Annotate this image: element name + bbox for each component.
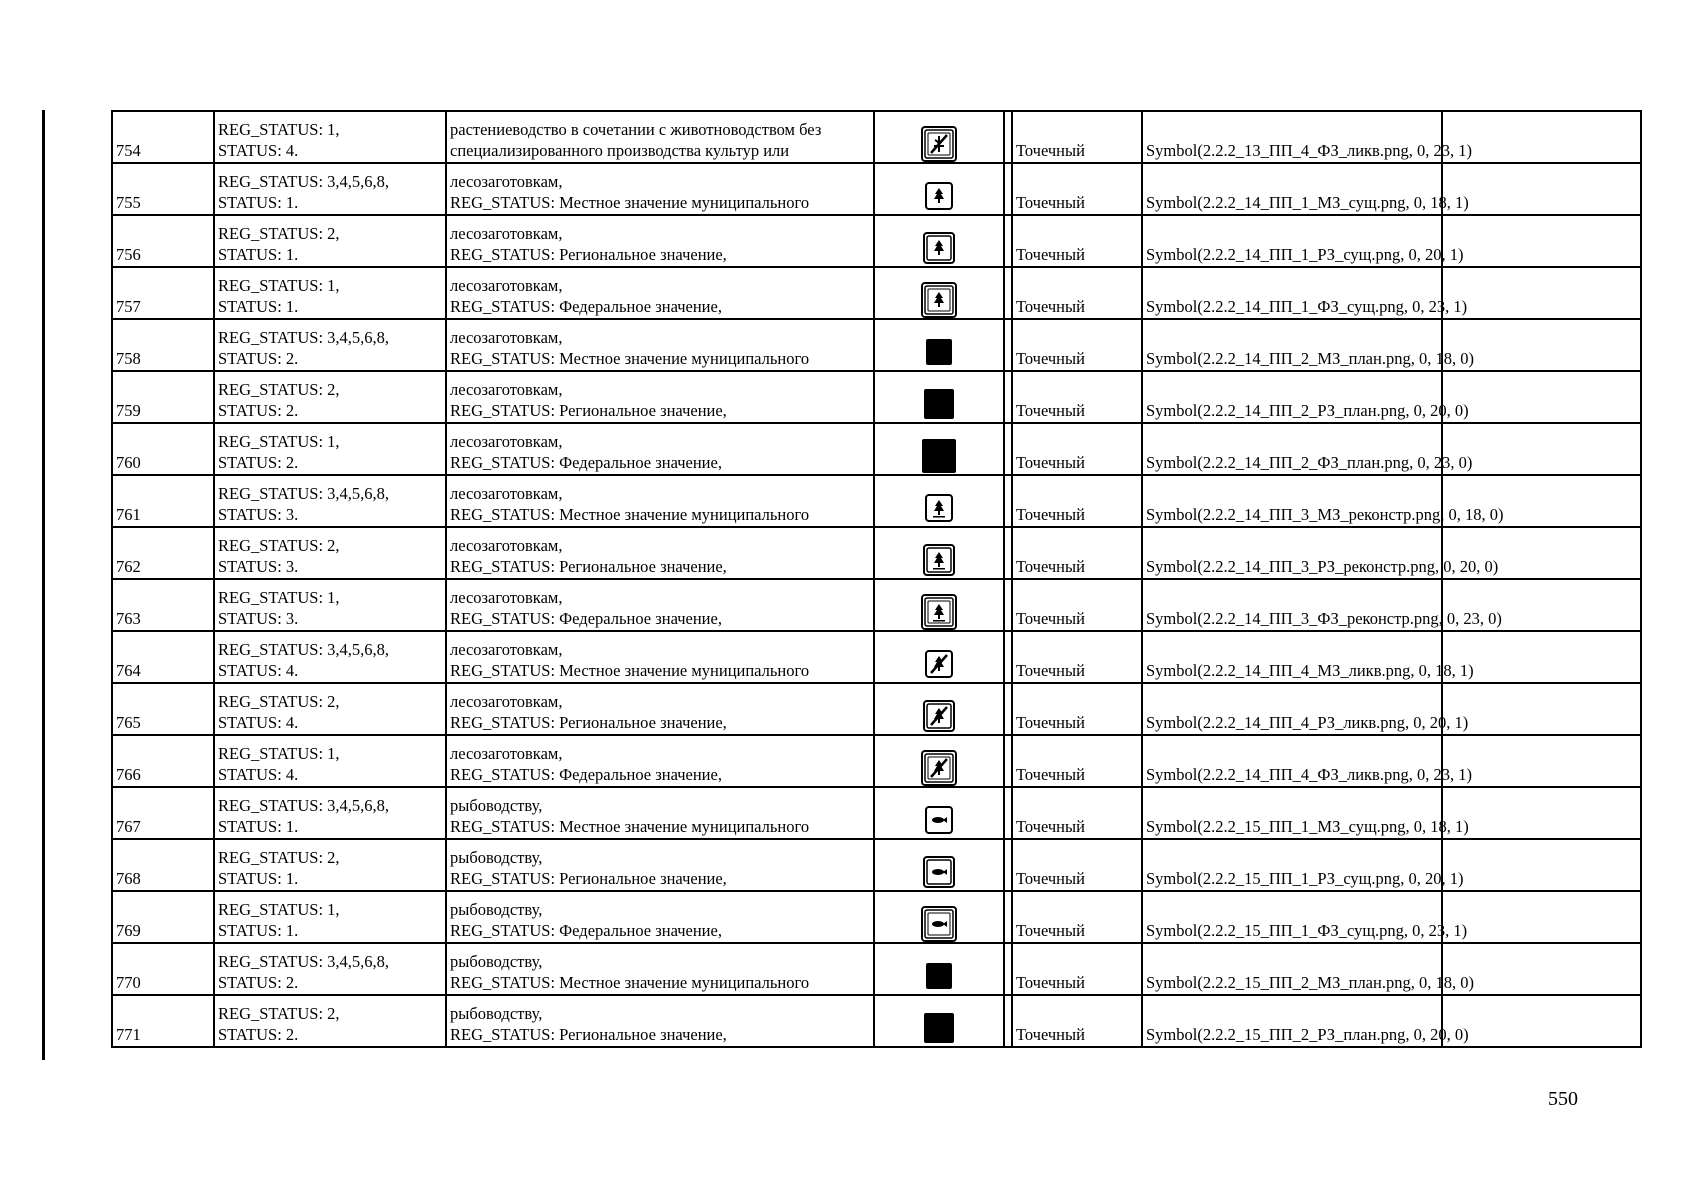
logging-regional-existing-icon [922,231,956,265]
description-line-1: лесозаготовкам, [450,224,563,243]
row-symbol-expression: Symbol(2.2.2_15_ПП_1_МЗ_сущ.png, 0, 18, 1) [1142,787,1442,839]
status-value: STATUS: 1. [218,193,299,212]
row-symbol-expression: Symbol(2.2.2_15_ПП_2_РЗ_план.png, 0, 20, 0) [1142,995,1442,1047]
row-empty-cell [1442,371,1641,423]
table-row [112,423,1641,475]
table-row [112,891,1641,943]
table-row [112,163,1641,215]
reg-status-value: REG_STATUS: 2, [218,1004,340,1023]
description-line-2: REG_STATUS: Региональное значение, [450,557,727,576]
description-line-2: REG_STATUS: Местное значение муниципального [450,817,810,836]
row-status-filter [214,267,446,319]
row-symbol [874,371,1004,423]
logging-federal-planned-icon [922,439,956,473]
row-status-filter [214,735,446,787]
row-symbol-expression: Symbol(2.2.2_14_ПП_4_МЗ_ликв.png, 0, 18, 1) [1142,631,1442,683]
description-line-2: REG_STATUS: Региональное значение, [450,869,727,888]
row-symbol-expression: Symbol(2.2.2_15_ПП_1_РЗ_сущ.png, 0, 20, 1) [1142,839,1442,891]
column-separator [1004,215,1012,267]
row-symbol-expression: Symbol(2.2.2_14_ПП_2_РЗ_план.png, 0, 20, 0) [1142,371,1442,423]
row-status-filter [214,631,446,683]
left-margin-line [42,110,45,1060]
row-geometry-type: Точечный [1012,579,1142,631]
reg-status-value: REG_STATUS: 3,4,5,6,8, [218,796,390,815]
row-status-filter [214,371,446,423]
row-description [446,735,874,787]
fish-farming-federal-existing-icon [922,907,956,941]
row-status-filter [214,839,446,891]
row-symbol-expression: Symbol(2.2.2_13_ПП_4_ФЗ_ликв.png, 0, 23, 1) [1142,111,1442,163]
status-value: STATUS: 1. [218,245,299,264]
fish-farming-local-existing-icon [922,803,956,837]
row-id: 760 [112,423,214,475]
row-geometry-type: Точечный [1012,943,1142,995]
description-line-2: REG_STATUS: Региональное значение, [450,1025,727,1044]
description-line-1: рыбоводству, [450,848,543,867]
row-empty-cell [1442,163,1641,215]
reg-status-value: REG_STATUS: 3,4,5,6,8, [218,640,390,659]
row-id: 768 [112,839,214,891]
row-description [446,267,874,319]
row-status-filter [214,579,446,631]
reg-status-value: REG_STATUS: 2, [218,536,340,555]
status-value: STATUS: 2. [218,973,299,992]
description-line-1: лесозаготовкам, [450,640,563,659]
description-line-1: рыбоводству, [450,796,543,815]
reg-status-value: REG_STATUS: 1, [218,276,340,295]
row-id: 765 [112,683,214,735]
status-value: STATUS: 1. [218,817,299,836]
reg-status-value: REG_STATUS: 1, [218,744,340,763]
description-line-1: лесозаготовкам, [450,484,563,503]
description-line-1: лесозаготовкам, [450,692,563,711]
row-symbol [874,787,1004,839]
description-line-2: REG_STATUS: Местное значение муниципального [450,973,810,992]
row-description [446,371,874,423]
reg-status-value: REG_STATUS: 3,4,5,6,8, [218,952,390,971]
description-line-1: рыбоводству, [450,952,543,971]
crop-livestock-federal-liquidation-icon [922,127,956,161]
column-separator [1004,527,1012,579]
row-description [446,787,874,839]
logging-local-reconstruction-icon [922,491,956,525]
row-symbol [874,475,1004,527]
column-separator [1004,943,1012,995]
row-status-filter [214,163,446,215]
row-empty-cell [1442,267,1641,319]
logging-regional-liquidation-icon [922,699,956,733]
column-separator [1004,683,1012,735]
row-description [446,683,874,735]
description-line-2: REG_STATUS: Федеральное значение, [450,609,722,628]
row-geometry-type: Точечный [1012,683,1142,735]
row-description [446,995,874,1047]
table-row [112,683,1641,735]
row-status-filter [214,891,446,943]
reg-status-value: REG_STATUS: 1, [218,588,340,607]
row-geometry-type: Точечный [1012,631,1142,683]
row-geometry-type: Точечный [1012,891,1142,943]
description-line-2: REG_STATUS: Федеральное значение, [450,765,722,784]
row-id: 756 [112,215,214,267]
reg-status-value: REG_STATUS: 2, [218,380,340,399]
row-status-filter [214,527,446,579]
row-id: 762 [112,527,214,579]
table-row [112,839,1641,891]
row-symbol-expression: Symbol(2.2.2_15_ПП_1_ФЗ_сущ.png, 0, 23, 1) [1142,891,1442,943]
row-symbol-expression: Symbol(2.2.2_14_ПП_3_ФЗ_реконстр.png, 0, 23, 0) [1142,579,1442,631]
description-line-2: REG_STATUS: Федеральное значение, [450,921,722,940]
reg-status-value: REG_STATUS: 3,4,5,6,8, [218,172,390,191]
description-line-2: REG_STATUS: Федеральное значение, [450,453,722,472]
row-status-filter [214,683,446,735]
row-symbol [874,995,1004,1047]
row-symbol-expression: Symbol(2.2.2_14_ПП_1_МЗ_сущ.png, 0, 18, 1) [1142,163,1442,215]
row-description [446,839,874,891]
reg-status-value: REG_STATUS: 1, [218,900,340,919]
status-value: STATUS: 1. [218,869,299,888]
row-status-filter [214,995,446,1047]
row-symbol-expression: Symbol(2.2.2_14_ПП_2_ФЗ_план.png, 0, 23, 0) [1142,423,1442,475]
row-status-filter [214,215,446,267]
row-empty-cell [1442,891,1641,943]
row-id: 754 [112,111,214,163]
column-separator [1004,267,1012,319]
row-description [446,943,874,995]
row-status-filter [214,111,446,163]
row-id: 767 [112,787,214,839]
row-geometry-type: Точечный [1012,995,1142,1047]
status-value: STATUS: 1. [218,297,299,316]
description-line-1: рыбоводству, [450,1004,543,1023]
description-line-2: REG_STATUS: Региональное значение, [450,245,727,264]
description-line-1: лесозаготовкам, [450,172,563,191]
logging-federal-existing-icon [922,283,956,317]
status-value: STATUS: 3. [218,505,299,524]
row-empty-cell [1442,215,1641,267]
row-empty-cell [1442,839,1641,891]
column-separator [1004,111,1012,163]
row-geometry-type: Точечный [1012,371,1142,423]
row-description [446,215,874,267]
reg-status-value: REG_STATUS: 1, [218,120,340,139]
reg-status-value: REG_STATUS: 2, [218,848,340,867]
column-separator [1004,475,1012,527]
row-description [446,111,874,163]
row-symbol [874,423,1004,475]
fish-farming-regional-planned-icon [922,1011,956,1045]
row-description [446,527,874,579]
row-symbol-expression: Symbol(2.2.2_14_ПП_4_РЗ_ликв.png, 0, 20, 1) [1142,683,1442,735]
description-line-1: лесозаготовкам, [450,328,563,347]
row-symbol [874,215,1004,267]
table-row [112,995,1641,1047]
table-row [112,787,1641,839]
table-row [112,371,1641,423]
row-geometry-type: Точечный [1012,111,1142,163]
row-id: 757 [112,267,214,319]
row-id: 769 [112,891,214,943]
logging-federal-reconstruction-icon [922,595,956,629]
row-id: 771 [112,995,214,1047]
status-value: STATUS: 2. [218,1025,299,1044]
row-description [446,163,874,215]
row-empty-cell [1442,787,1641,839]
logging-local-liquidation-icon [922,647,956,681]
row-geometry-type: Точечный [1012,215,1142,267]
reg-status-value: REG_STATUS: 1, [218,432,340,451]
reg-status-value: REG_STATUS: 2, [218,692,340,711]
row-geometry-type: Точечный [1012,787,1142,839]
description-line-1: лесозаготовкам, [450,588,563,607]
column-separator [1004,891,1012,943]
row-geometry-type: Точечный [1012,163,1142,215]
table-row [112,267,1641,319]
table-row [112,475,1641,527]
table-row [112,579,1641,631]
logging-local-planned-icon [922,335,956,369]
row-geometry-type: Точечный [1012,735,1142,787]
symbol-table [111,110,1642,1048]
row-symbol-expression: Symbol(2.2.2_14_ПП_1_ФЗ_сущ.png, 0, 23, 1) [1142,267,1442,319]
row-id: 761 [112,475,214,527]
row-empty-cell [1442,683,1641,735]
status-value: STATUS: 2. [218,453,299,472]
table-row [112,319,1641,371]
row-symbol-expression: Symbol(2.2.2_14_ПП_3_МЗ_реконстр.png, 0, 18, 0) [1142,475,1442,527]
column-separator [1004,787,1012,839]
row-description [446,631,874,683]
row-symbol [874,111,1004,163]
logging-federal-liquidation-icon [922,751,956,785]
row-symbol [874,683,1004,735]
row-symbol-expression: Symbol(2.2.2_14_ПП_3_РЗ_реконстр.png, 0, 20, 0) [1142,527,1442,579]
row-geometry-type: Точечный [1012,839,1142,891]
description-line-1: лесозаготовкам, [450,536,563,555]
row-id: 764 [112,631,214,683]
row-empty-cell [1442,995,1641,1047]
row-symbol [874,267,1004,319]
fish-farming-local-planned-icon [922,959,956,993]
reg-status-value: REG_STATUS: 2, [218,224,340,243]
status-value: STATUS: 4. [218,765,299,784]
table-row [112,215,1641,267]
row-id: 770 [112,943,214,995]
row-symbol [874,527,1004,579]
row-symbol-expression: Symbol(2.2.2_15_ПП_2_МЗ_план.png, 0, 18, 0) [1142,943,1442,995]
table-row [112,735,1641,787]
status-value: STATUS: 4. [218,713,299,732]
row-symbol [874,631,1004,683]
logging-regional-reconstruction-icon [922,543,956,577]
row-id: 755 [112,163,214,215]
fish-farming-regional-existing-icon [922,855,956,889]
row-status-filter [214,787,446,839]
status-value: STATUS: 3. [218,557,299,576]
table-row [112,527,1641,579]
row-id: 766 [112,735,214,787]
description-line-1: рыбоводству, [450,900,543,919]
row-symbol-expression: Symbol(2.2.2_14_ПП_4_ФЗ_ликв.png, 0, 23, 1) [1142,735,1442,787]
row-geometry-type: Точечный [1012,527,1142,579]
table-row [112,943,1641,995]
page-number: 550 [1548,1088,1578,1110]
column-separator [1004,631,1012,683]
column-separator [1004,423,1012,475]
status-value: STATUS: 2. [218,349,299,368]
logging-local-existing-icon [922,179,956,213]
symbol-table-body [112,111,1641,1047]
description-line-1: лесозаготовкам, [450,380,563,399]
description-line-2: REG_STATUS: Местное значение муниципального [450,349,810,368]
logging-regional-planned-icon [922,387,956,421]
status-value: STATUS: 3. [218,609,299,628]
description-line-2: REG_STATUS: Региональное значение, [450,713,727,732]
row-id: 759 [112,371,214,423]
row-status-filter [214,943,446,995]
status-value: STATUS: 4. [218,661,299,680]
row-symbol [874,319,1004,371]
reg-status-value: REG_STATUS: 3,4,5,6,8, [218,328,390,347]
reg-status-value: REG_STATUS: 3,4,5,6,8, [218,484,390,503]
row-symbol [874,163,1004,215]
description-line-2: REG_STATUS: Местное значение муниципального [450,661,810,680]
column-separator [1004,163,1012,215]
row-status-filter [214,475,446,527]
description-line-2: REG_STATUS: Местное значение муниципального [450,193,810,212]
table-row [112,631,1641,683]
row-description [446,319,874,371]
column-separator [1004,319,1012,371]
description-line-2: специализированного производства культур или [450,141,790,160]
row-id: 758 [112,319,214,371]
status-value: STATUS: 2. [218,401,299,420]
row-description [446,423,874,475]
row-symbol [874,735,1004,787]
row-id: 763 [112,579,214,631]
row-description [446,891,874,943]
row-geometry-type: Точечный [1012,475,1142,527]
row-status-filter [214,423,446,475]
row-symbol [874,943,1004,995]
description-line-2: REG_STATUS: Федеральное значение, [450,297,722,316]
description-line-1: растениеводство в сочетании с животноводством без [450,120,822,139]
row-symbol-expression: Symbol(2.2.2_14_ПП_2_МЗ_план.png, 0, 18, 0) [1142,319,1442,371]
row-geometry-type: Точечный [1012,267,1142,319]
column-separator [1004,371,1012,423]
row-geometry-type: Точечный [1012,319,1142,371]
row-symbol [874,839,1004,891]
row-symbol [874,579,1004,631]
table-row [112,111,1641,163]
description-line-2: REG_STATUS: Местное значение муниципального [450,505,810,524]
status-value: STATUS: 4. [218,141,299,160]
column-separator [1004,579,1012,631]
row-description [446,579,874,631]
description-line-1: лесозаготовкам, [450,276,563,295]
row-status-filter [214,319,446,371]
description-line-2: REG_STATUS: Региональное значение, [450,401,727,420]
row-description [446,475,874,527]
description-line-1: лесозаготовкам, [450,432,563,451]
row-geometry-type: Точечный [1012,423,1142,475]
row-symbol-expression: Symbol(2.2.2_14_ПП_1_РЗ_сущ.png, 0, 20, 1) [1142,215,1442,267]
column-separator [1004,735,1012,787]
status-value: STATUS: 1. [218,921,299,940]
description-line-1: лесозаготовкам, [450,744,563,763]
column-separator [1004,995,1012,1047]
column-separator [1004,839,1012,891]
row-symbol [874,891,1004,943]
